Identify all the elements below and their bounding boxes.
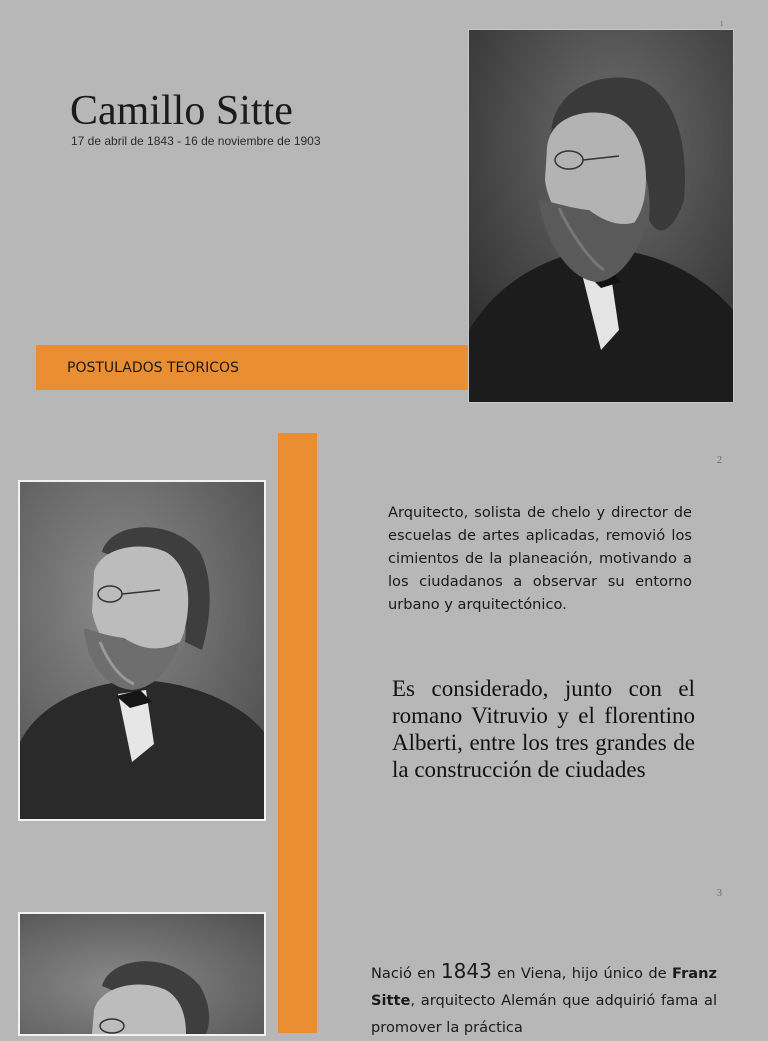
bio-text-middle: en Viena, hijo único de xyxy=(491,965,673,982)
bio-text-prefix: Nació en xyxy=(371,965,441,982)
intro-paragraph: Arquitecto, solista de chelo y director de escuelas de artes aplicadas, removió los cimientos de la planeación, motivando a los ciudadanos a observar su entorno urbano y arquitectónico. xyxy=(388,504,692,613)
page-number-3: 3 xyxy=(717,888,722,899)
portrait-photo xyxy=(468,29,734,403)
page-number-2: 2 xyxy=(717,455,722,466)
life-dates: 17 de abril de 1843 - 16 de noviembre de 1903 xyxy=(71,134,321,148)
portrait-image xyxy=(20,914,264,1034)
highlight-quote: Es considerado, junto con el romano Vitruvio y el florentino Alberti, entre los tres grandes de la construcción de ciudades xyxy=(392,676,695,782)
birth-year: 1843 xyxy=(440,959,492,983)
accent-stripe xyxy=(278,433,317,1033)
portrait-image xyxy=(469,30,733,402)
page-number-1: 1 xyxy=(720,20,724,28)
bio-text-suffix: , arquitecto Alemán que adquirió fama al promover la práctica xyxy=(371,992,717,1036)
page-title: Camillo Sitte xyxy=(70,88,293,134)
portrait-image xyxy=(20,482,264,819)
biography-paragraph xyxy=(371,958,717,1041)
father-name: Franz Sitte xyxy=(371,965,717,1009)
section-banner-label: POSTULADOS TEORICOS xyxy=(67,360,239,376)
portrait-photo xyxy=(18,912,266,1036)
portrait-photo xyxy=(18,480,266,821)
